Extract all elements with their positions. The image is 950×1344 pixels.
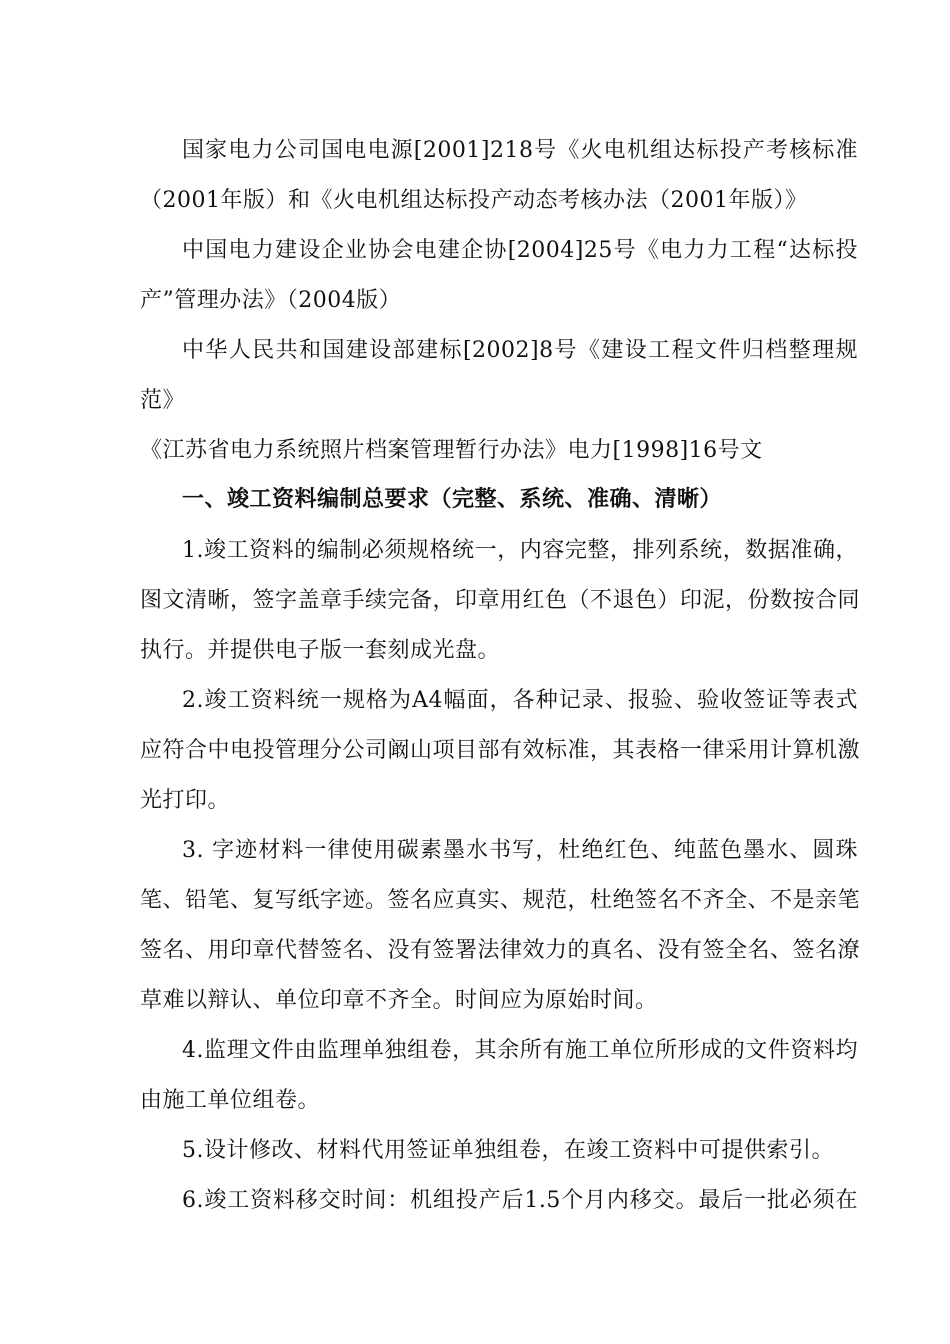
item-3-line-1: 3. 字迹材料一律使用碳素墨水书写，杜绝红色、纯蓝色墨水、圆珠 (182, 838, 858, 863)
reference-1-line-1: 国家电力公司国电电源[2001]218号《火电机组达标投产考核标准 (182, 138, 858, 163)
item-4-line-2: 由施工单位组卷。 (140, 1088, 321, 1113)
reference-3-line-1: 中华人民共和国建设部建标[2002]8号《建设工程文件归档整理规 (182, 338, 858, 363)
reference-2-line-2: 产”管理办法》（2004版） (140, 288, 402, 313)
item-3-line-4: 草难以辩认、单位印章不齐全。时间应为原始时间。 (140, 988, 658, 1013)
item-1-line-2: 图文清晰，签字盖章手续完备，印章用红色（不退色）印泥，份数按合同 (140, 588, 861, 613)
reference-2-line-1: 中国电力建设企业协会电建企协[2004]25号《电力力工程“达标投 (182, 238, 858, 263)
section-heading: 一、竣工资料编制总要求（完整、系统、准确、清晰） (182, 486, 723, 512)
item-2-line-3: 光打印。 (140, 788, 231, 813)
reference-3-line-2: 范》 (140, 388, 186, 413)
reference-1-line-2: （2001年版）和《火电机组达标投产动态考核办法（2001年版）》 (140, 188, 808, 213)
reference-4-line-1: 《江苏省电力系统照片档案管理暂行办法》电力[1998]16号文 (140, 438, 763, 463)
item-3-line-2: 笔、铅笔、复写纸字迹。签名应真实、规范，杜绝签名不齐全、不是亲笔 (140, 888, 861, 913)
item-3-line-3: 签名、用印章代替签名、没有签署法律效力的真名、没有签全名、签名潦 (140, 938, 861, 963)
item-2-line-2: 应符合中电投管理分公司阚山项目部有效标准，其表格一律采用计算机激 (140, 738, 861, 763)
item-2-line-1: 2.竣工资料统一规格为A4幅面，各种记录、报验、验收签证等表式 (182, 688, 858, 713)
item-6-line-1: 6.竣工资料移交时间：机组投产后1.5个月内移交。最后一批必须在 (182, 1188, 858, 1213)
item-1-line-1: 1.竣工资料的编制必须规格统一，内容完整，排列系统，数据准确， (182, 538, 858, 563)
item-1-line-3: 执行。并提供电子版一套刻成光盘。 (140, 638, 501, 663)
item-4-line-1: 4.监理文件由监理单独组卷，其余所有施工单位所形成的文件资料均 (182, 1038, 858, 1063)
item-5-line-1: 5.设计修改、材料代用签证单独组卷，在竣工资料中可提供索引。 (182, 1138, 834, 1163)
